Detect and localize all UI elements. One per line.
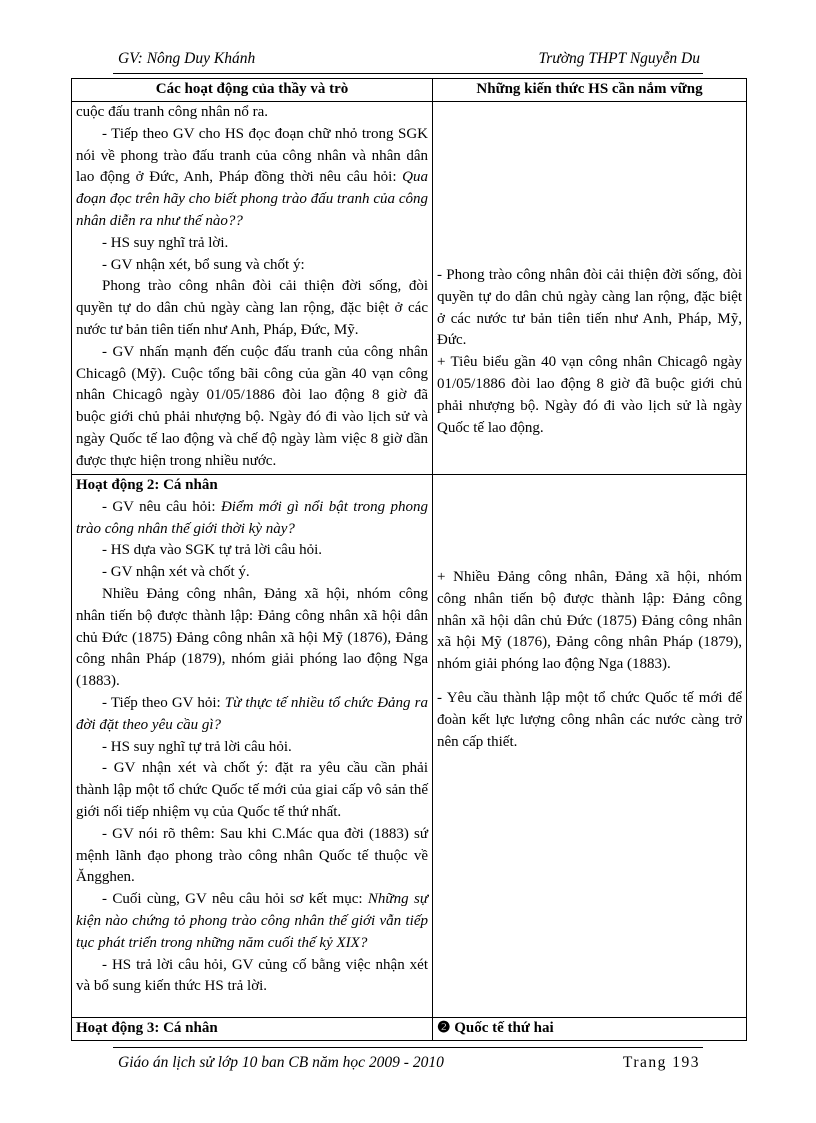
paragraph: - GV nhận xét, bổ sung và chốt ý:: [102, 256, 305, 273]
row1-activities: [72, 102, 433, 475]
row2-activities: [72, 475, 433, 1018]
page-number: Trang 193: [622, 1054, 700, 1071]
row1-knowledge: [433, 102, 747, 475]
footer-rule: [113, 1047, 703, 1048]
paragraph: - GV nhận xét và chốt ý.: [102, 564, 250, 581]
paragraph: - Phong trào công nhân đòi cải thiện đời sống, đòi quyền tự do dân chủ ngày càng lan rộng, đặc biệt ở các nước tư bản tiên tiến như Anh, Pháp, Mỹ, Đức.: [437, 267, 742, 349]
header-rule: [113, 73, 703, 74]
row3-knowledge: ❷ Quốc tế thứ hai: [433, 1018, 747, 1041]
col1-header: Các hoạt động của thầy và trò: [72, 79, 433, 102]
table-row: [72, 475, 747, 1018]
teacher-name: GV: Nông Duy Khánh: [118, 50, 256, 67]
paragraph: - GV nhận xét và chốt ý: đặt ra yêu cầu cần phải thành lập một tổ chức Quốc tế mới của giai cấp vô sản thế giới nối tiếp nhiệm vụ của Quốc tế thứ nhất.: [76, 760, 428, 820]
paragraph: cuộc đấu tranh công nhân nổ ra.: [76, 104, 269, 120]
table-row: [72, 102, 747, 475]
paragraph: - Yêu cầu thành lập một tổ chức Quốc tế mới để đoàn kết lực lượng công nhân các nước càng trở nên cấp thiết.: [437, 689, 742, 750]
paragraph: + Nhiều Đảng công nhân, Đảng xã hội, nhóm công nhân tiến bộ được thành lập: Đảng công nhân xã hội dân chủ Đức (1875) Đảng công nhân xã hội Mỹ (1876), Đảng công nhân Pháp (1879), nhóm giải phóng lao động Nga (1883).: [437, 569, 742, 673]
paragraph: - GV nói rõ thêm: Sau khi C.Mác qua đời (1883) sứ mệnh lãnh đạo phong trào công nhân Quốc tế thuộc về Ăngghen.: [76, 825, 428, 886]
lesson-table: [71, 78, 747, 1041]
paragraph: - HS suy nghĩ tự trả lời câu hỏi.: [102, 738, 292, 755]
paragraph: Nhiều Đảng công nhân, Đảng xã hội, nhóm công nhân tiến bộ được thành lập: Đảng công nhân xã hội dân chủ Đức (1875) Đảng công nhân xã hội Mỹ (1876), Đảng công nhân Pháp (1879), nhóm giải phóng lao động Nga (1883).: [76, 585, 428, 690]
paragraph: - GV nêu câu hỏi: Điểm mới gì nổi bật trong phong trào công nhân thế giới thời kỳ này?: [76, 498, 429, 537]
col2-header: Những kiến thức HS cần nắm vững: [433, 79, 747, 102]
row2-knowledge: [433, 475, 747, 1018]
question-text: Từ thực tế nhiều tổ chức Đảng ra đời đặt theo yêu cầu gì?: [76, 694, 428, 733]
question-text: Qua đoạn đọc trên hãy cho biết phong trào đấu tranh của công nhân diễn ra như thế nào??: [76, 169, 428, 229]
table-header-row: [72, 79, 747, 102]
footer-title: Giáo án lịch sử lớp 10 ban CB năm học 2009 - 2010: [118, 1054, 444, 1071]
question-text: Điểm mới gì nổi bật trong phong trào công nhân thế giới thời kỳ này?: [76, 498, 429, 537]
paragraph: - HS dựa vào SGK tự trả lời câu hỏi.: [102, 542, 322, 559]
table-row: [72, 1018, 747, 1041]
paragraph: - HS suy nghĩ trả lời.: [102, 234, 229, 251]
question-text: Những sự kiện nào chứng tỏ phong trào công nhân thế giới vẫn tiếp tục phát triển trong những năm cuối thế kỷ XIX?: [76, 891, 428, 951]
paragraph: Phong trào công nhân đòi cải thiện đời sống, đòi quyền tự do dân chủ ngày càng lan rộng, đặc biệt ở các nước tư bản tiên tiến như Anh, Pháp, Đức, Mỹ.: [76, 278, 428, 338]
paragraph: + Tiêu biểu gần 40 vạn công nhân Chicagô ngày 01/05/1886 đòi lao động 8 giờ đã buộc giới chủ phải nhượng bộ. Ngày đó đi vào lịch sử là ngày Quốc tế lao động.: [437, 354, 742, 436]
paragraph: - Tiếp theo GV cho HS đọc đoạn chữ nhỏ trong SGK nói về phong trào đấu tranh của công nhân và nhân dân lao động ở Đức, Anh, Pháp đồng thời nêu câu hỏi: Qua đoạn đọc trên hãy cho biết phong trào đấu tranh của công nhân diễn ra như thế nào??: [76, 125, 428, 229]
school-name: Trường THPT Nguyễn Du: [538, 50, 700, 67]
paragraph: - HS trả lời câu hỏi, GV củng cố bằng việc nhận xét và bổ sung kiến thức HS trả lời.: [76, 956, 428, 995]
row3-activities: Hoạt động 3: Cá nhân: [72, 1018, 433, 1041]
paragraph: - Tiếp theo GV hỏi: Từ thực tế nhiều tổ chức Đảng ra đời đặt theo yêu cầu gì?: [76, 694, 428, 733]
paragraph: - GV nhấn mạnh đến cuộc đấu tranh của công nhân Chicagô (Mỹ). Cuộc tổng bãi công của gần 40 vạn công nhân Chicagô ngày 01/05/1886 đòi lao động 8 giờ đã buộc giới chủ phải nhượng bộ. Ngày đó đi vào lịch sử và ngày Quốc tế lao động và chế độ ngày làm việc 8 giờ dần được thực hiện trong nhiều nước.: [76, 343, 428, 469]
paragraph: - Cuối cùng, GV nêu câu hỏi sơ kết mục: Những sự kiện nào chứng tỏ phong trào công nhân thế giới vẫn tiếp tục phát triển trong những năm cuối thế kỷ XIX?: [76, 891, 428, 951]
section-title: Hoạt động 2: Cá nhân: [76, 477, 218, 493]
page-header: [118, 50, 700, 72]
